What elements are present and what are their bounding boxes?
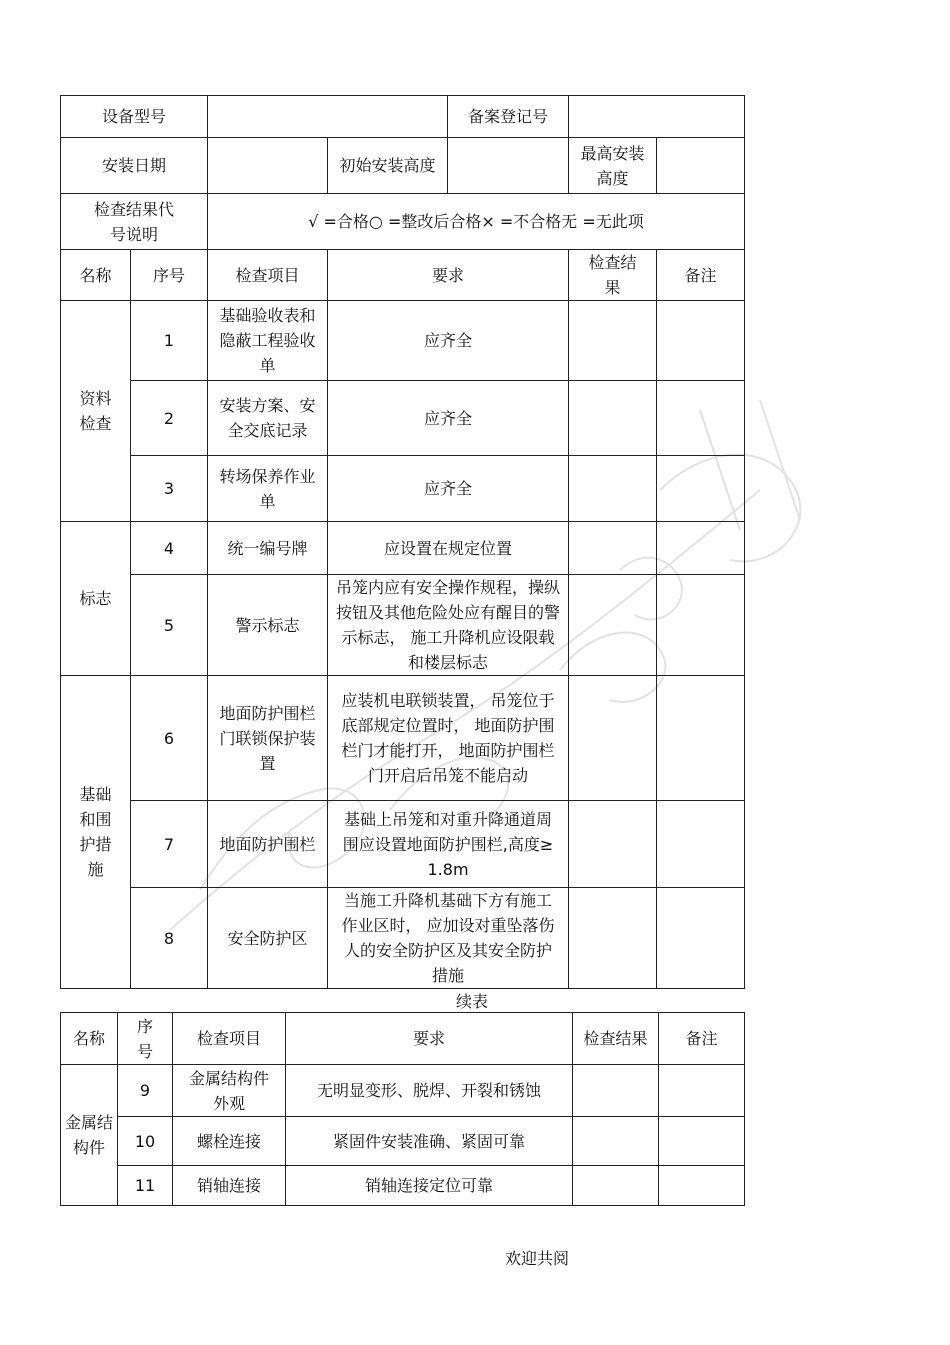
continued-label: 续表	[456, 992, 489, 1011]
col-item: 检查项目	[208, 250, 328, 301]
row-remark	[659, 1166, 745, 1206]
row-remark	[657, 381, 745, 456]
row-remark	[657, 522, 745, 575]
col-result: 检查结果	[573, 1013, 659, 1065]
row-item: 地面防护围栏	[208, 801, 328, 888]
inspection-table-continued	[60, 1012, 745, 1206]
row-req: 紧固件安装准确、紧固可靠	[286, 1117, 573, 1166]
row-remark	[657, 888, 745, 989]
table-row	[61, 575, 745, 676]
row-seq: 4	[131, 522, 208, 575]
row-req: 基础上吊笼和对重升降通道周围应设置地面防护围栏,高度≥ 1.8m	[328, 801, 569, 888]
col-remark: 备注	[657, 250, 745, 301]
row-remark	[657, 301, 745, 381]
group-signs: 标志	[61, 522, 131, 676]
col-seq: 序号	[131, 250, 208, 301]
row-remark	[657, 575, 745, 676]
row-result	[569, 456, 657, 522]
row-item: 基础验收表和隐蔽工程验收单	[208, 301, 328, 381]
row-remark	[657, 676, 745, 801]
row-seq: 9	[118, 1065, 173, 1117]
legend-label: 检查结果代号说明	[61, 194, 208, 250]
inspection-table	[60, 95, 745, 989]
init-height-value	[448, 138, 569, 194]
row-item: 警示标志	[208, 575, 328, 676]
row-remark	[657, 456, 745, 522]
col-name: 名称	[61, 1013, 118, 1065]
row-seq: 1	[131, 301, 208, 381]
row-req: 应装机电联锁装置， 吊笼位于底部规定位置时， 地面防护围栏门才能打开， 地面防护围栏门开启后吊笼不能启动	[328, 676, 569, 801]
legend-text: √ =合格○ =整改后合格× =不合格无 =无此项	[208, 194, 745, 250]
row-item: 螺栓连接	[173, 1117, 286, 1166]
row-result	[569, 888, 657, 989]
group-foundation: 基础和围护措施	[61, 676, 131, 989]
init-height-label: 初始安装高度	[328, 138, 448, 194]
row-req: 应设置在规定位置	[328, 522, 569, 575]
table-row	[61, 801, 745, 888]
row-req: 销轴连接定位可靠	[286, 1166, 573, 1206]
row-seq: 5	[131, 575, 208, 676]
row-result	[569, 676, 657, 801]
row-req: 应齐全	[328, 381, 569, 456]
row-remark	[659, 1117, 745, 1166]
row-result	[573, 1065, 659, 1117]
row-result	[569, 522, 657, 575]
row-seq: 10	[118, 1117, 173, 1166]
row-item: 安装方案、安全交底记录	[208, 381, 328, 456]
row-req: 无明显变形、脱焊、开裂和锈蚀	[286, 1065, 573, 1117]
row-seq: 6	[131, 676, 208, 801]
table-row	[61, 1166, 745, 1206]
table-row	[61, 1065, 745, 1117]
row-remark	[657, 801, 745, 888]
row-req: 应齐全	[328, 456, 569, 522]
table-row	[61, 381, 745, 456]
record-no-label: 备案登记号	[448, 96, 569, 138]
row-result	[569, 801, 657, 888]
install-date-label: 安装日期	[61, 138, 208, 194]
row-seq: 7	[131, 801, 208, 888]
table-row	[61, 1117, 745, 1166]
table-row	[61, 888, 745, 989]
row-item: 安全防护区	[208, 888, 328, 989]
equip-model-label: 设备型号	[61, 96, 208, 138]
col-name: 名称	[61, 250, 131, 301]
group-docs: 资料检查	[61, 301, 131, 522]
col-req: 要求	[328, 250, 569, 301]
row-item: 金属结构件外观	[173, 1065, 286, 1117]
row-result	[573, 1117, 659, 1166]
record-no-value	[569, 96, 745, 138]
row-seq: 3	[131, 456, 208, 522]
row-result	[569, 575, 657, 676]
row-remark	[659, 1065, 745, 1117]
row-seq: 11	[118, 1166, 173, 1206]
col-seq: 序号	[118, 1013, 173, 1065]
row-seq: 8	[131, 888, 208, 989]
row-req: 吊笼内应有安全操作规程，操纵按钮及其他危险处应有醒目的警示标志， 施工升降机应设限载和楼层标志	[328, 575, 569, 676]
col-result: 检查结果	[569, 250, 657, 301]
max-height-label: 最高安装高度	[569, 138, 657, 194]
row-req: 应齐全	[328, 301, 569, 381]
col-req: 要求	[286, 1013, 573, 1065]
table-row	[61, 456, 745, 522]
row-item: 统一编号牌	[208, 522, 328, 575]
row-item: 销轴连接	[173, 1166, 286, 1206]
row-result	[569, 301, 657, 381]
row-item: 转场保养作业单	[208, 456, 328, 522]
row-seq: 2	[131, 381, 208, 456]
group-metal: 金属结构件	[61, 1065, 118, 1206]
equip-model-value	[208, 96, 448, 138]
footer-text: 欢迎共阅	[505, 1249, 570, 1268]
row-item: 地面防护围栏门联锁保护装置	[208, 676, 328, 801]
install-date-value	[208, 138, 328, 194]
table-row	[61, 676, 745, 801]
row-result	[569, 381, 657, 456]
table-row	[61, 301, 745, 381]
col-remark: 备注	[659, 1013, 745, 1065]
row-result	[573, 1166, 659, 1206]
max-height-value	[657, 138, 745, 194]
col-item: 检查项目	[173, 1013, 286, 1065]
table-row	[61, 522, 745, 575]
row-req: 当施工升降机基础下方有施工作业区时， 应加设对重坠落伤人的安全防护区及其安全防护措施	[328, 888, 569, 989]
